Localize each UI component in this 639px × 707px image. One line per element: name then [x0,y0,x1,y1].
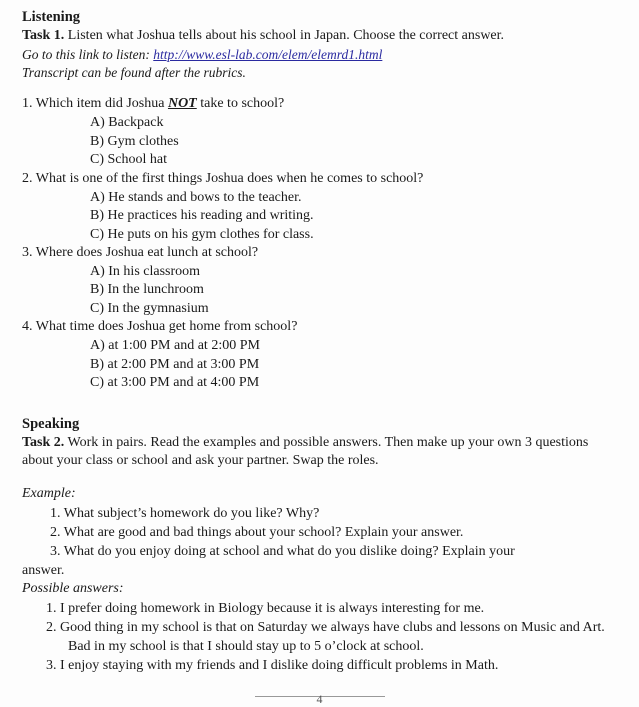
question-4-text [22,318,617,337]
example-item-3-overflow: answer. [22,562,65,578]
question-2-option-b[interactable]: B) He practices his reading and writing. [90,208,314,224]
question-3-option-a[interactable]: A) In his classroom [90,263,201,279]
example-label: Example: [22,485,76,501]
spacer [22,471,617,485]
question-2 [22,170,617,244]
question-4-option-c[interactable]: C) at 3:00 PM and at 4:00 PM [90,375,260,391]
question-4-option-a[interactable]: A) at 1:00 PM and at 2:00 PM [90,338,260,354]
question-1-text-after: take to school? [196,96,285,112]
question-2-option-a[interactable]: A) He stands and bows to the teacher. [90,189,302,205]
listening-task-line [22,27,617,45]
question-2-text-before: What is one of the first things Joshua does when he comes to school? [32,170,424,186]
spacer [22,81,617,95]
question-3-text [22,244,617,263]
example-item-2: 2. What are good and bad things about your school? Explain your answer. [50,524,464,540]
listening-task-text: Listen what Joshua tells about his school in Japan. Choose the correct answer. [64,28,505,44]
question-2-option-c[interactable]: C) He puts on his gym clothes for class. [90,226,314,242]
question-1-text [22,95,617,114]
possible-answers-label: Possible answers: [22,580,124,596]
question-1-emphasis: NOT [167,96,197,112]
question-1-option-a[interactable]: A) Backpack [90,115,164,131]
question-1 [22,95,617,169]
question-1-number: 1. [22,96,33,112]
listening-task-label: Task 1. [22,28,65,44]
question-1-option-b[interactable]: B) Gym clothes [90,133,179,149]
question-4 [22,318,617,392]
speaking-task-label: Task 2. [22,434,65,450]
example-item-3: 3. What do you enjoy doing at school and what do you dislike doing? Explain your [50,543,515,559]
example-item-1: 1. What subject’s homework do you like? Why? [50,505,320,521]
question-3-text-before: Where does Joshua eat lunch at school? [32,245,259,260]
speaking-task-line [22,434,617,471]
possible-answer-1: 1. I prefer doing homework in Biology because it is always interesting for me. [46,600,485,616]
possible-answer-3: 3. I enjoy staying with my friends and I dislike doing difficult problems in Math. [46,657,499,673]
listening-link-line [22,46,617,64]
audio-lab-link[interactable]: http://www.esl-lab.com/elem/elemrd1.html [153,47,383,63]
question-3-number: 3. [22,245,33,260]
spacer [22,393,617,415]
transcript-note: Transcript can be found after the rubrics. [22,64,246,80]
speaking-heading: Speaking [22,415,80,432]
question-3 [22,244,617,318]
question-4-option-b[interactable]: B) at 2:00 PM and at 3:00 PM [90,356,260,372]
question-2-text [22,170,617,189]
link-intro-text: Go to this link to listen: [22,47,154,63]
speaking-task-text: Work in pairs. Read the examples and possible answers. Then make up your own 3 questions about your class or school and ask your partner. Swap the roles. [22,434,589,469]
question-2-number: 2. [22,170,33,186]
question-4-text-before: What time does Joshua get home from school? [32,319,298,335]
listening-heading: Listening [22,9,81,25]
possible-answer-2: 2. Good thing in my school is that on Saturday we always have clubs and lessons on Music and Art. Bad in my school is that I should stay up to 5 o’clock at school. [46,619,605,654]
question-3-option-b[interactable]: B) In the lunchroom [90,282,204,298]
question-3-option-c[interactable]: C) In the gymnasium [90,300,209,316]
page-number: 4 [316,692,323,706]
question-1-option-c[interactable]: C) School hat [90,152,167,168]
question-1-text-before: Which item did Joshua [32,96,168,112]
question-4-number: 4. [22,319,33,335]
